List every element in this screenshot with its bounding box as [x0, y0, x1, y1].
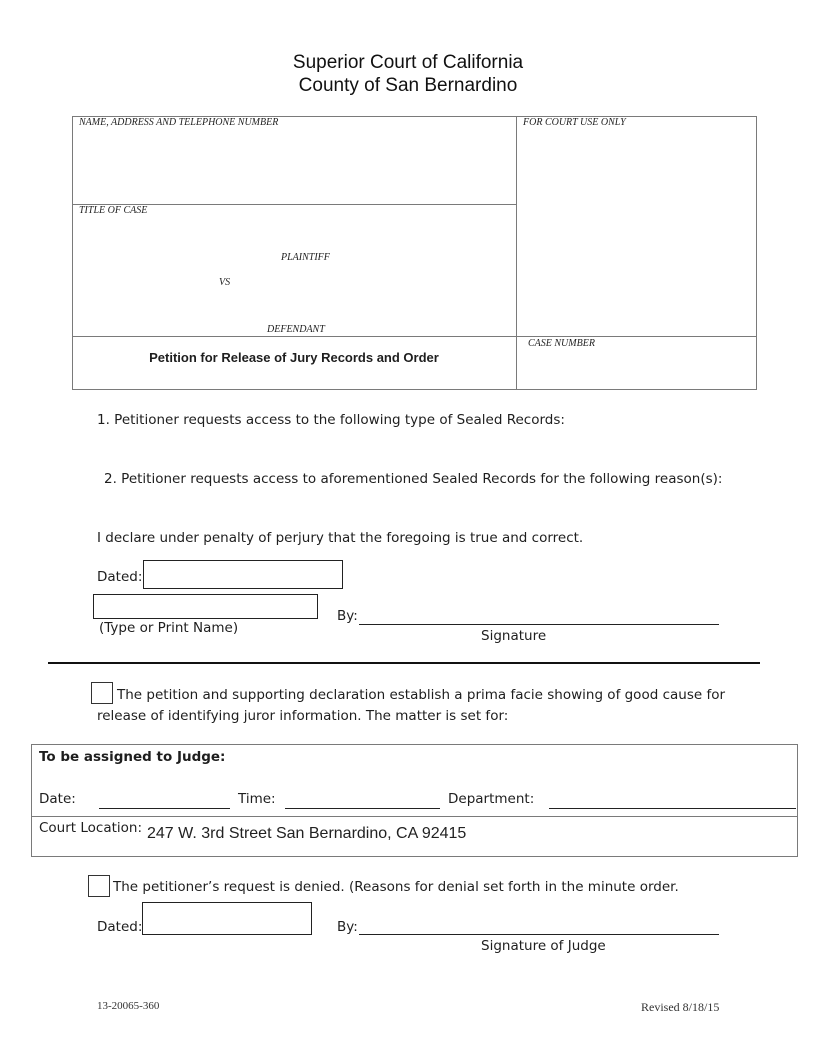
vs-label: VS — [219, 277, 231, 288]
petitioner-signature-line[interactable] — [359, 624, 719, 625]
item-1-sealed-records-type: 1. Petitioner requests access to the following type of Sealed Records: — [97, 412, 565, 428]
granted-checkbox[interactable] — [91, 682, 113, 704]
hearing-time-line[interactable] — [285, 808, 440, 809]
granted-text-line2: release of identifying juror information. The matter is set for: — [97, 708, 509, 724]
signature-caption: Signature — [481, 628, 547, 644]
declaration-text: I declare under penalty of perjury that the foregoing is true and correct. — [97, 530, 584, 546]
print-name-caption: (Type or Print Name) — [99, 620, 239, 636]
item-2-reasons: 2. Petitioner requests access to aforementioned Sealed Records for the following reason(s): — [104, 471, 723, 487]
title-of-case-label: TITLE OF CASE — [79, 205, 148, 216]
assigned-judge-label: To be assigned to Judge: — [39, 749, 226, 765]
order-dated-input[interactable] — [142, 902, 312, 935]
hearing-box-divider — [31, 816, 798, 817]
judge-signature-line[interactable] — [359, 934, 719, 935]
dated-label: Dated: — [97, 569, 143, 585]
case-number-field[interactable] — [517, 352, 755, 388]
name-address-label: NAME, ADDRESS AND TELEPHONE NUMBER — [79, 117, 279, 128]
court-location-label: Court Location: — [39, 820, 143, 836]
order-dated-label: Dated: — [97, 919, 143, 935]
court-use-label: FOR COURT USE ONLY — [523, 117, 626, 128]
denied-checkbox[interactable] — [88, 875, 110, 897]
court-location-value: 247 W. 3rd Street San Bernardino, CA 92415 — [147, 825, 467, 842]
department-label: Department: — [448, 791, 535, 807]
hearing-date-line[interactable] — [99, 808, 230, 809]
title-form-divider — [72, 336, 757, 337]
name-address-field[interactable] — [73, 130, 515, 202]
judge-signature-caption: Signature of Judge — [481, 938, 606, 954]
order-by-label: By: — [337, 919, 358, 935]
hearing-date-label: Date: — [39, 791, 76, 807]
dated-input[interactable] — [143, 560, 343, 589]
by-label: By: — [337, 608, 358, 624]
department-line[interactable] — [549, 808, 796, 809]
section-separator — [48, 662, 760, 664]
plaintiff-label: PLAINTIFF — [281, 252, 330, 263]
hearing-time-label: Time: — [238, 791, 276, 807]
denied-text: The petitioner’s request is denied. (Reasons for denial set forth in the minute order. — [113, 879, 679, 895]
court-name: Superior Court of California — [292, 52, 524, 73]
revised-date: Revised 8/18/15 — [641, 1000, 720, 1014]
defendant-label: DEFENDANT — [267, 324, 325, 335]
caption-vertical-divider — [516, 116, 517, 390]
granted-text-line1: The petition and supporting declaration establish a prima facie showing of good cause for — [117, 687, 726, 703]
form-number: 13-20065-360 — [97, 1000, 160, 1012]
form-title: Petition for Release of Jury Records and Order — [149, 350, 439, 365]
print-name-input[interactable] — [93, 594, 318, 619]
case-number-label: CASE NUMBER — [528, 338, 595, 349]
county-name: County of San Bernardino — [298, 75, 518, 96]
